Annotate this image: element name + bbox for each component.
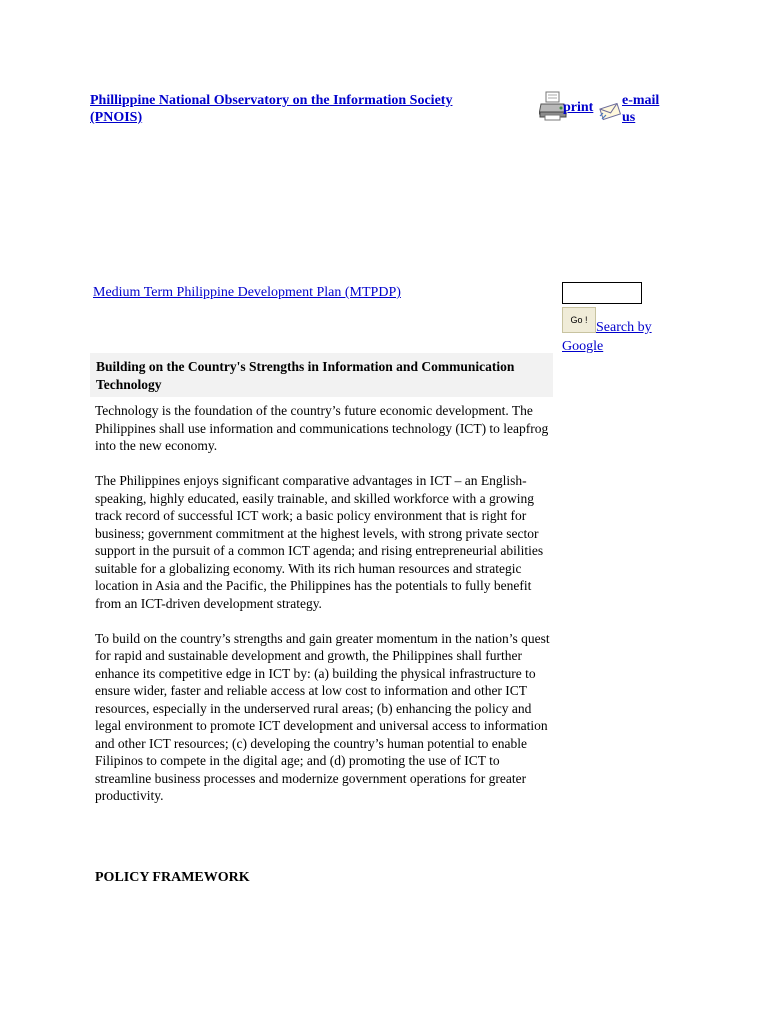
- email-us-link[interactable]: e-mail us: [622, 93, 660, 125]
- site-title-link[interactable]: Phillippine National Observatory on the Information Society (PNOIS): [90, 93, 453, 125]
- article-heading: Building on the Country's Strengths in Information and Communication Technology: [96, 359, 515, 392]
- search-by-google-link[interactable]: Search by Google: [562, 320, 652, 354]
- go-button[interactable]: Go !: [562, 307, 596, 333]
- article-body: [95, 402, 553, 822]
- article-paragraph: Technology is the foundation of the country’s future economic development. The Philippines shall use information and communications technology (ICT) to leapfrog into the new economy.: [95, 403, 549, 453]
- section-heading-policy-framework: POLICY FRAMEWORK: [95, 870, 250, 885]
- article-paragraph: The Philippines enjoys significant comparative advantages in ICT – an English-speaking, highly educated, easily trainable, and skilled workforce with a growing track record of successful ICT work; a basic policy environment that is right for business; government commitment at the highest levels, with strong private sector support in the pursuit of a common ICT agenda; and rising entrepreneurial abilities suitable for a globalizing economy. With its rich human resources and strategic location in Asia and the Pacific, the Philippines has the potentials to fully benefit from an ICT-driven development strategy.: [95, 473, 544, 611]
- envelope-icon[interactable]: [599, 100, 621, 122]
- print-link[interactable]: print: [563, 100, 594, 115]
- article-paragraph: To build on the country’s strengths and gain greater momentum in the nation’s quest for rapid and sustainable development and growth, the Philippines shall further enhance its competitive edge in ICT by: (a) building the physical infrastructure to ensure wider, faster and reliable access at low cost to information and other ICT resources, especially in the underserved rural areas; (b) enhancing the policy and legal environment to promote ICT development and universal access to information and other ICT resources; (c) developing the country’s human potential to enable Filipinos to compete in the digital age; and (d) promoting the use of ICT to streamline business processes and modernize government operations for greater productivity.: [95, 630, 550, 803]
- search-input[interactable]: [562, 282, 642, 304]
- mtpdp-link[interactable]: Medium Term Philippine Development Plan (MTPDP): [93, 285, 401, 300]
- article-heading-box: [90, 353, 553, 397]
